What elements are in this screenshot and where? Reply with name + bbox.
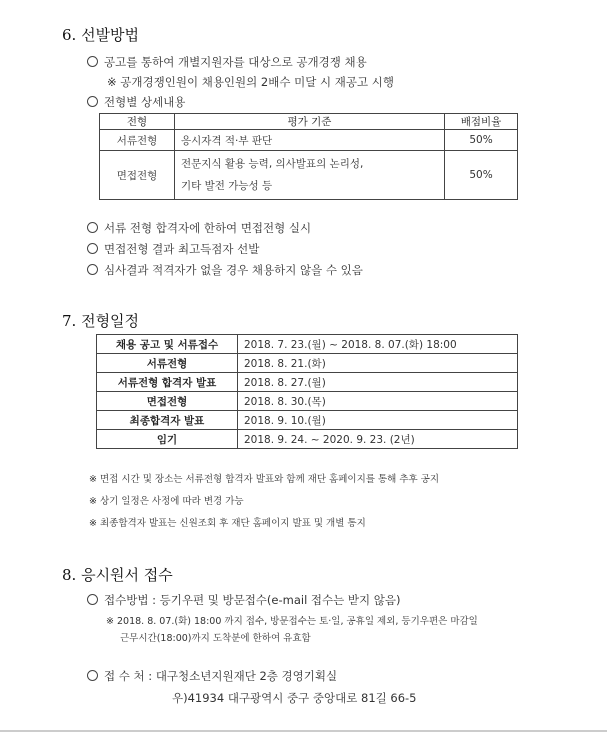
criteria-cell: 응시자격 적·부 판단 [175, 130, 445, 151]
table-row [97, 335, 518, 354]
section-6-title: 6. 선발방법 [62, 26, 140, 44]
section-6-bullet-1: 공고를 통하여 개별지원자를 대상으로 공개경쟁 채용 [87, 54, 367, 70]
schedule-note: ※ 면접 시간 및 장소는 서류전형 합격자 발표와 함께 재단 홈페이지를 통해 추후 공지 [89, 474, 440, 485]
circle-bullet-icon [87, 243, 98, 254]
section-6-bullet-1-note: ※ 공개경쟁인원이 채용인원의 2배수 미달 시 재공고 시행 [107, 75, 394, 89]
schedule-key: 임기 [97, 430, 238, 449]
type-cell: 면접전형 [100, 151, 175, 200]
schedule-key: 서류전형 [97, 354, 238, 373]
schedule-note: ※ 상기 일정은 사정에 따라 변경 가능 [89, 496, 244, 507]
ratio-cell: 50% [445, 130, 518, 151]
selection-criteria-table [99, 113, 518, 200]
schedule-note: ※ 최종합격자 발표는 신원조회 후 재단 홈페이지 발표 및 개별 통지 [89, 518, 366, 529]
schedule-value: 2018. 7. 23.(월) ~ 2018. 8. 07.(화) 18:00 [238, 335, 518, 354]
section-8-bullet-2: 접 수 처 : 대구청소년지원재단 2층 경영기획실 [87, 668, 337, 684]
table-row [97, 354, 518, 373]
header-cell: 배점비율 [445, 114, 518, 130]
schedule-value: 2018. 9. 24. ~ 2020. 9. 23. (2년) [238, 430, 518, 449]
header-cell: 전형 [100, 114, 175, 130]
section-6-bullet-4: 면접전형 결과 최고득점자 선발 [87, 241, 259, 257]
schedule-key: 채용 공고 및 서류접수 [97, 335, 238, 354]
schedule-key: 면접전형 [97, 392, 238, 411]
table-row [97, 411, 518, 430]
circle-bullet-icon [87, 264, 98, 275]
section-6-bullet-3: 서류 전형 합격자에 한하여 면접전형 실시 [87, 220, 311, 236]
circle-bullet-icon [87, 670, 98, 681]
circle-bullet-icon [87, 222, 98, 233]
schedule-value: 2018. 8. 27.(월) [238, 373, 518, 392]
circle-bullet-icon [87, 56, 98, 67]
table-header-row [100, 114, 518, 130]
section-8-note-1: ※ 2018. 8. 07.(화) 18:00 까지 접수, 방문접수는 토·일, 공휴일 제외, 등기우편은 마감일 [106, 616, 478, 627]
table-row [100, 130, 518, 151]
ratio-cell: 50% [445, 151, 518, 200]
schedule-value: 2018. 8. 30.(목) [238, 392, 518, 411]
schedule-key: 서류전형 합격자 발표 [97, 373, 238, 392]
schedule-key: 최종합격자 발표 [97, 411, 238, 430]
schedule-value: 2018. 8. 21.(화) [238, 354, 518, 373]
criteria-cell: 전문지식 활용 능력, 의사발표의 논리성, 기타 발전 가능성 등 [175, 151, 445, 200]
schedule-value: 2018. 9. 10.(월) [238, 411, 518, 430]
table-row [97, 430, 518, 449]
circle-bullet-icon [87, 96, 98, 107]
section-6-bullet-5: 심사결과 적격자가 없을 경우 채용하지 않을 수 있음 [87, 262, 363, 278]
table-row [97, 373, 518, 392]
table-row [97, 392, 518, 411]
section-8-bullet-1: 접수방법 : 등기우편 및 방문접수(e-mail 접수는 받지 않음) [87, 592, 400, 608]
header-cell: 평가 기준 [175, 114, 445, 130]
schedule-table [96, 334, 518, 449]
circle-bullet-icon [87, 594, 98, 605]
section-8-title: 8. 응시원서 접수 [62, 566, 173, 584]
section-7-title: 7. 전형일정 [62, 312, 140, 330]
type-cell: 서류전형 [100, 130, 175, 151]
page-bottom-edge [0, 730, 607, 732]
section-6-bullet-2: 전형별 상세내용 [87, 94, 185, 110]
table-row [100, 151, 518, 200]
section-8-note-2: 근무시간(18:00)까지 도착분에 한하여 유효함 [120, 633, 311, 644]
section-8-address: 우)41934 대구광역시 중구 중앙대로 81길 66-5 [172, 691, 417, 705]
